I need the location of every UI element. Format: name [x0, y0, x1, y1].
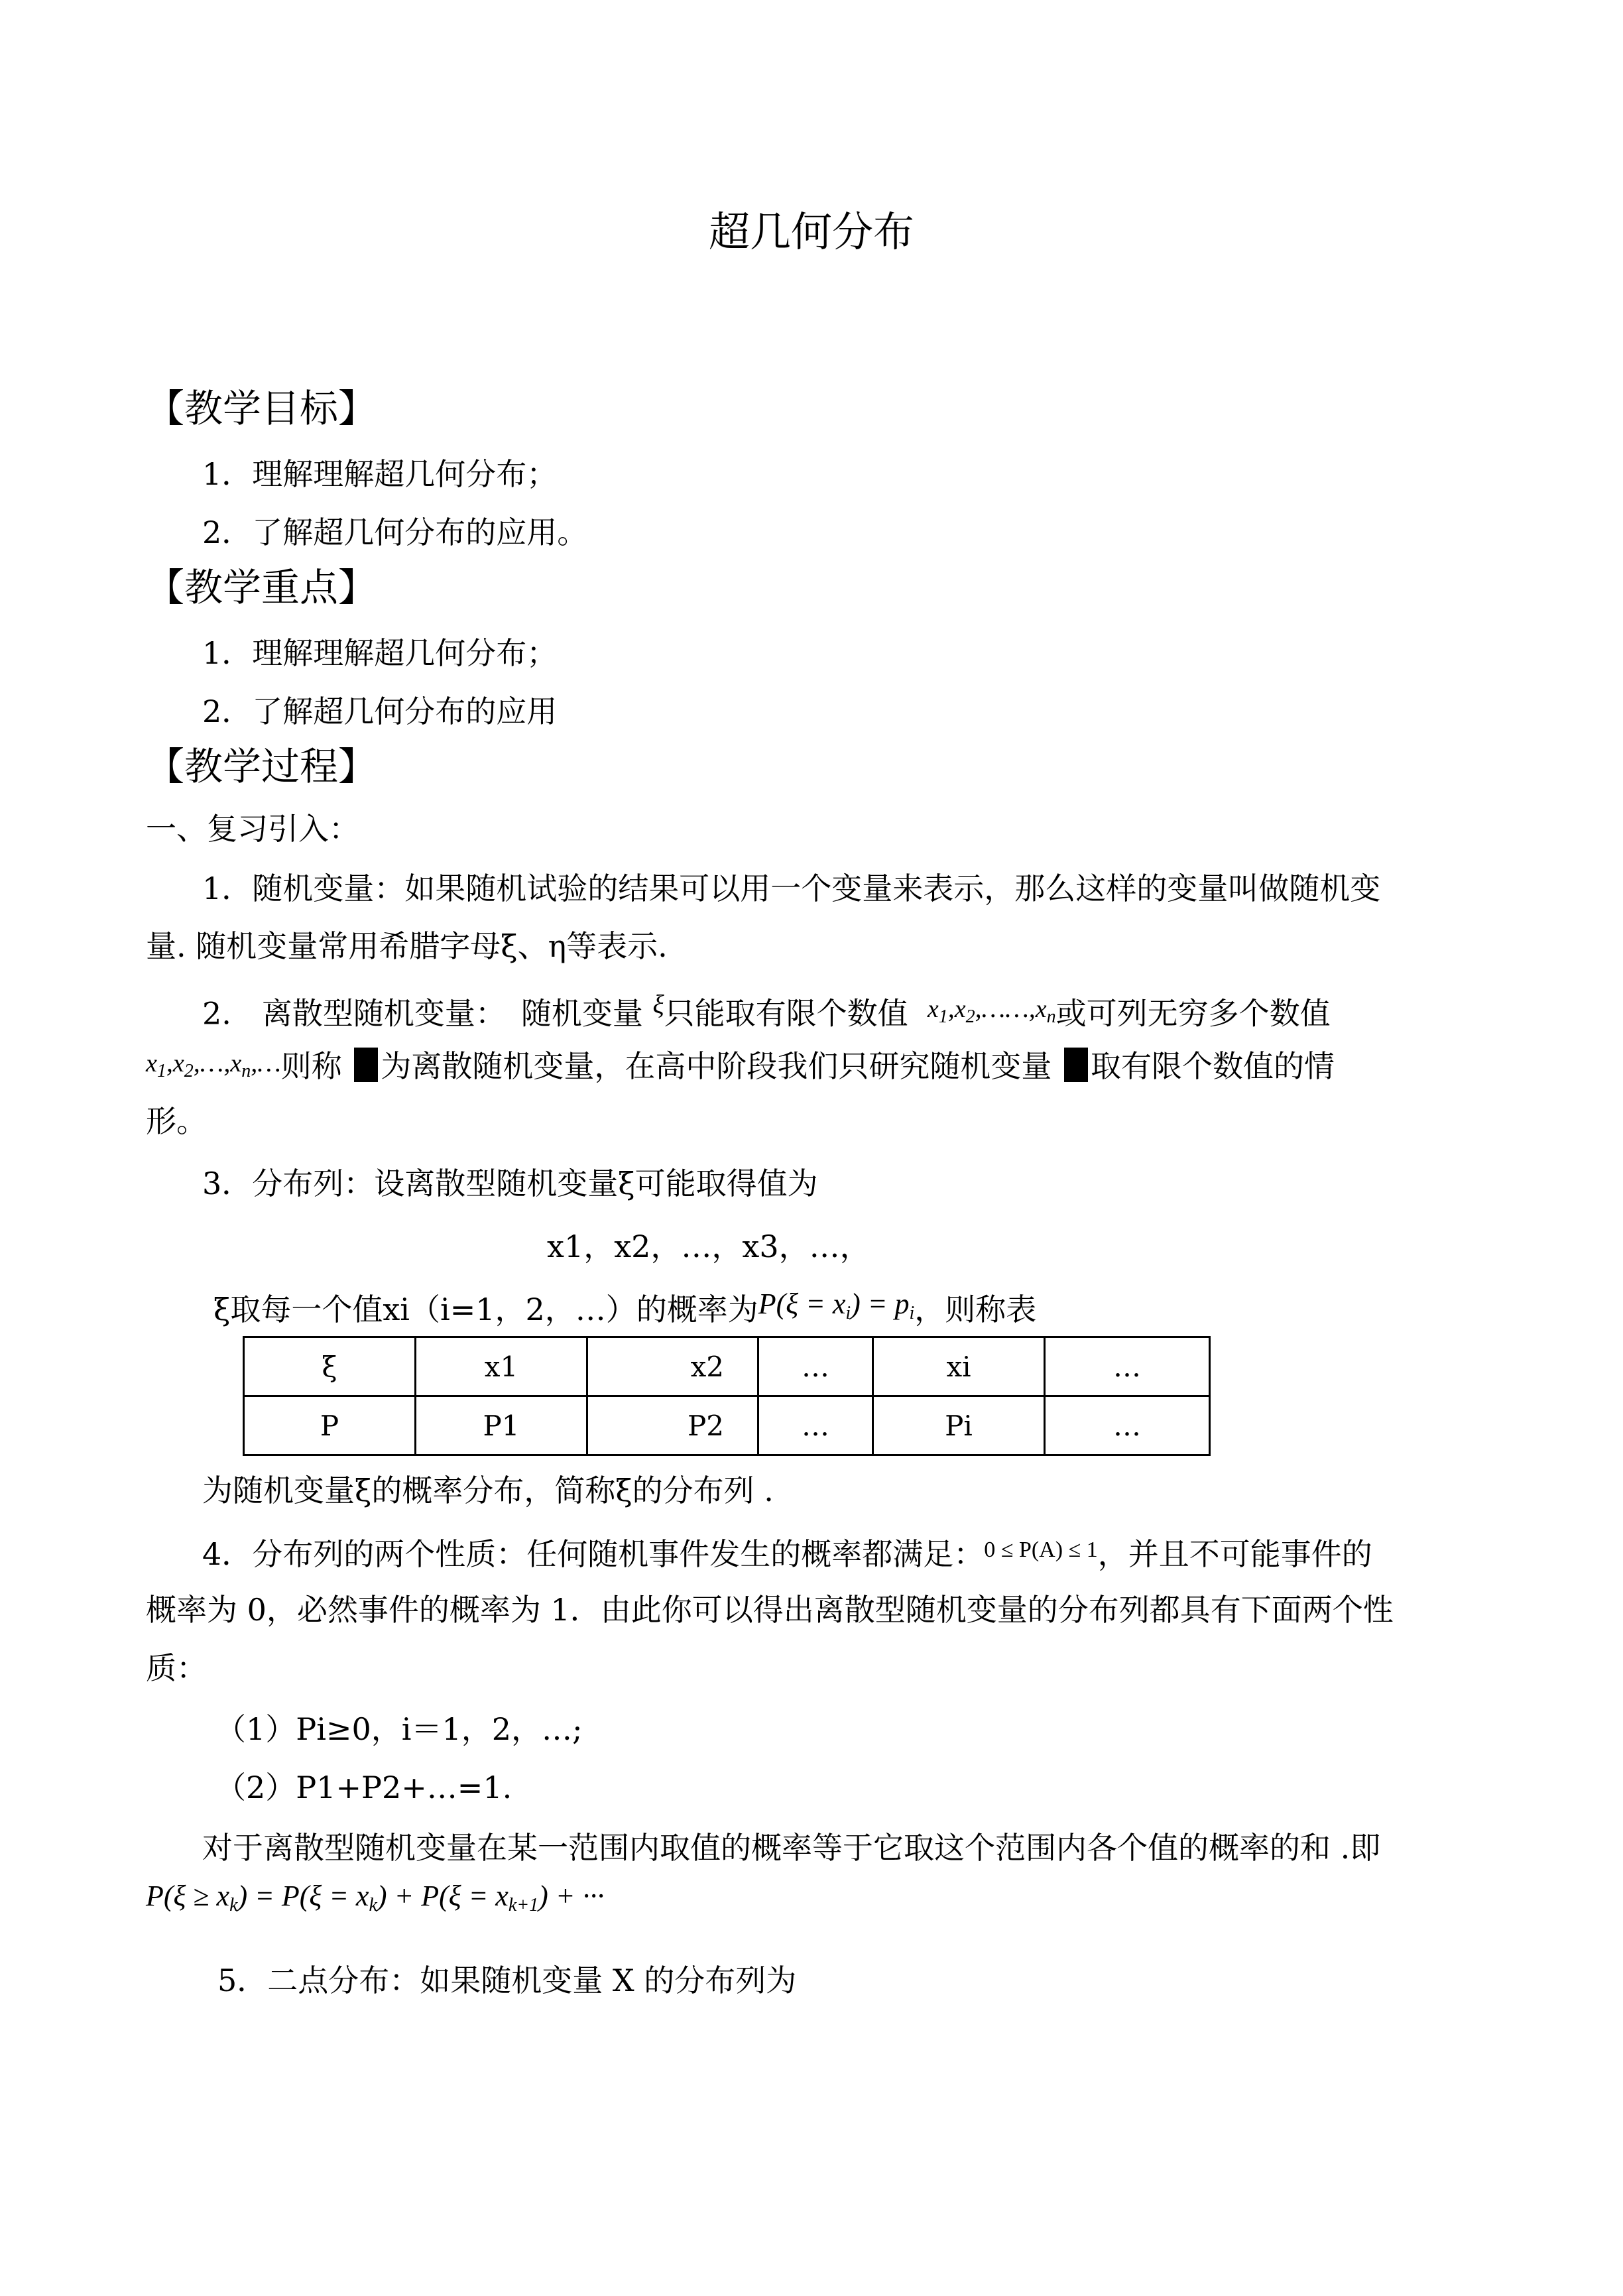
item4-line3: 质：	[146, 1650, 207, 1686]
item4-line1	[202, 1530, 1372, 1574]
table-cell: …	[1045, 1337, 1210, 1396]
item3-line3-a: ξ取每一个值xi（i=1，2，…）的概率为	[213, 1292, 758, 1327]
table-cell: xi	[873, 1337, 1045, 1396]
xi-symbol: ξ	[652, 989, 664, 1019]
item1-line1: 1．随机变量：如果随机试验的结果可以用一个变量来表示，那么这样的变量叫做随机变	[202, 871, 1381, 906]
distribution-table	[243, 1336, 1211, 1456]
table-cell: x2	[587, 1337, 758, 1396]
property-1: （1）Pi≥0，i＝1，2，…;	[215, 1711, 583, 1747]
item2-mid1: 只能取有限个数值	[664, 995, 908, 1032]
process-heading: 【教学过程】	[146, 744, 377, 789]
keypoint-1: 1．理解理解超几何分布；	[202, 635, 558, 671]
objectives-heading: 【教学目标】	[146, 386, 377, 431]
item2-prefix: 2. 离散型随机变量： 随机变量	[202, 995, 643, 1032]
item4-line1-b: ，并且不可能事件的	[1097, 1536, 1372, 1572]
probability-formula: $P(\xi = x_i) = p_i$	[758, 1288, 915, 1323]
redacted-block-1	[354, 1048, 378, 1082]
page-title: 超几何分布	[708, 208, 914, 256]
redacted-block-2	[1064, 1048, 1088, 1082]
probability-inequality: 0 ≤ P(A) ≤ 1	[984, 1538, 1098, 1562]
item4-line1-a: 4．分布列的两个性质：任何随机事件发生的概率都满足：	[202, 1536, 985, 1572]
objective-2: 2．了解超几何分布的应用。	[202, 514, 588, 550]
item2-line2-c: 取有限个数值的情	[1091, 1048, 1335, 1084]
item1-line2: 量. 随机变量常用希腊字母ξ、η等表示.	[146, 928, 668, 964]
table-row	[244, 1396, 1210, 1455]
values-sequence-infinite: $x_1,x_2,\dots,x_n,\dots$	[146, 1048, 281, 1081]
table-row	[244, 1337, 1210, 1396]
property-2: （2）P1+P2+…=1.	[215, 1770, 512, 1805]
table-cell: x1	[416, 1337, 587, 1396]
item2-line2-a: 则称	[280, 1048, 342, 1084]
item2-line1	[202, 985, 1331, 1037]
item3-line3	[213, 1284, 1036, 1333]
keypoints-heading: 【教学重点】	[146, 565, 377, 610]
item2-line2-b: 为离散随机变量，在高中阶段我们只研究随机变量	[381, 1048, 1052, 1084]
keypoint-2: 2．了解超几何分布的应用	[202, 694, 558, 729]
item3-line3-b: ，则称表	[914, 1292, 1037, 1327]
table-cell: …	[758, 1396, 873, 1455]
item2-line3: 形。	[146, 1103, 207, 1139]
item2-mid2: 或可列无穷多个数值	[1055, 995, 1331, 1032]
item2-line2	[146, 1043, 1335, 1091]
table-cell: P	[244, 1396, 416, 1455]
table-cell: …	[758, 1337, 873, 1396]
review-heading: 一、复习引入：	[146, 811, 359, 847]
table-cell: ξ	[244, 1337, 416, 1396]
item3-values: x1，x2，…，x3，…，	[547, 1229, 871, 1264]
item5: 5．二点分布：如果随机变量 X 的分布列为	[217, 1963, 797, 1998]
table-cell: Pi	[873, 1396, 1045, 1455]
range-formula: $P(\xi \ge x_k) = P(\xi = x_k) + P(\xi = x_{k+1})$ + ···	[146, 1880, 605, 1915]
values-sequence: x1,x2,……,xn	[927, 993, 1056, 1028]
item4-line2: 概率为 0，必然事件的概率为 1．由此你可以得出离散型随机变量的分布列都具有下面两个性	[146, 1592, 1394, 1628]
item3-after: 为随机变量ξ的概率分布，简称ξ的分布列 .	[202, 1473, 774, 1508]
range-line: 对于离散型随机变量在某一范围内取值的概率等于它取这个范围内各个值的概率的和 .即	[202, 1830, 1381, 1866]
objective-1: 1．理解理解超几何分布；	[202, 456, 558, 492]
table-cell: P2	[587, 1396, 758, 1455]
table-cell: …	[1045, 1396, 1210, 1455]
item3-line1: 3．分布列：设离散型随机变量ξ可能取得值为	[202, 1166, 818, 1201]
table-cell: P1	[416, 1396, 587, 1455]
